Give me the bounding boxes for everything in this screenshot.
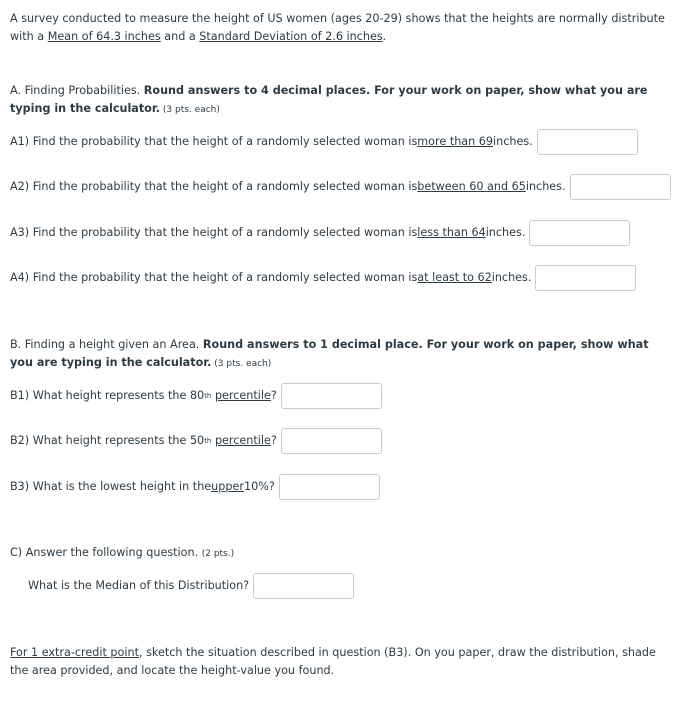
question-a3: A3) Find the probability that the height of a randomly selected woman is less than 64 inches.: [10, 220, 630, 246]
question-b1: B1) What height represents the 80 th percentile ?: [10, 383, 382, 409]
answer-a4-input[interactable]: [535, 265, 636, 291]
question-a2: A2) Find the probability that the height of a randomly selected woman is between 60 and 65 inches.: [10, 174, 671, 200]
section-b-header: B. Finding a height given an Area. Round answers to 1 decimal place. For your work on paper, show what you are typing in the calculator. (3 pts. each): [10, 338, 649, 369]
answer-a3-input[interactable]: [529, 220, 630, 246]
intro-paragraph: A survey conducted to measure the height of US women (ages 20-29) shows that the heights are normally distribute with a Mean of 64.3 inches and a Standard Deviation of 2.6 inches.: [10, 12, 665, 43]
answer-b1-input[interactable]: [281, 383, 382, 409]
question-b2: B2) What height represents the 50 th percentile ?: [10, 428, 382, 454]
answer-median-input[interactable]: [253, 573, 354, 599]
extra-credit-paragraph: For 1 extra-credit point, sketch the situation described in question (B3). On you paper, draw the distribution, shade the area provided, and locate the height-value you found.: [10, 646, 656, 677]
question-a1: A1) Find the probability that the height of a randomly selected woman is more than 69 inches.: [10, 129, 638, 155]
answer-a2-input[interactable]: [570, 174, 671, 200]
answer-b2-input[interactable]: [281, 428, 382, 454]
question-a4: A4) Find the probability that the height of a randomly selected woman is at least to 62 inches.: [10, 265, 636, 291]
section-a-header: A. Finding Probabilities. Round answers to 4 decimal places. For your work on paper, show what you are typing in the calculator. (3 pts. each): [10, 84, 648, 115]
question-b3: B3) What is the lowest height in the upper 10%?: [10, 474, 380, 500]
answer-a1-input[interactable]: [537, 129, 638, 155]
answer-b3-input[interactable]: [279, 474, 380, 500]
mean-link: Mean of 64.3 inches: [47, 30, 161, 43]
sd-link: Standard Deviation of 2.6 inches: [199, 30, 383, 43]
section-c-header: C) Answer the following question. (2 pts.): [10, 546, 235, 559]
question-c: What is the Median of this Distribution?: [28, 573, 354, 599]
